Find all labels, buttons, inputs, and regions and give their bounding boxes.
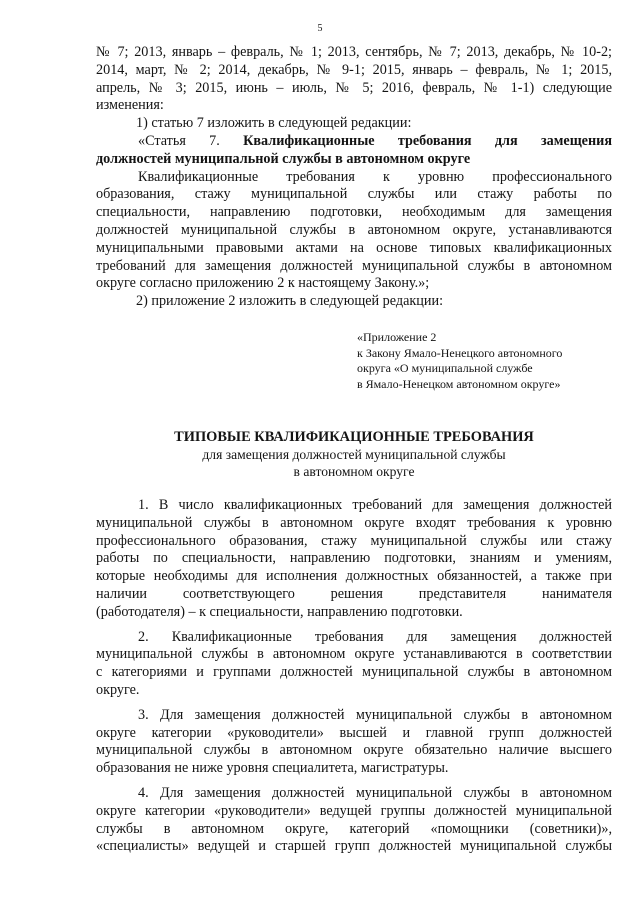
document-heading [96, 428, 612, 480]
article-body-line: требований для замещения должностей муниципальной службы в автономном [96, 257, 612, 274]
article-heading [96, 133, 612, 151]
section-line: 3. Для замещения должностей муниципальной службы в автономном [138, 706, 612, 723]
section-4 [96, 785, 612, 856]
section-line: службы в автономном округе, категорий «помощники (советники)», [96, 820, 612, 837]
article-body-line: образования, стажу муниципальной службы или стажу работы по [96, 186, 612, 203]
appendix-ref-line: в Ямало-Ненецком автономном округе» [357, 376, 561, 391]
section-line: наличии соответствующего решения представителя нанимателя [96, 585, 612, 602]
section-line: округе. [96, 681, 140, 698]
section-3 [96, 707, 612, 778]
appendix-reference [357, 330, 607, 392]
section-line: муниципальной службы в автономном округе устанавливаются в соответствии [96, 646, 612, 663]
heading-subtitle: для замещения должностей муниципальной службы [202, 447, 506, 462]
section-line: 1. В число квалификационных требований для замещения должностей [138, 497, 612, 513]
section-line: работы по специальности, направлению подготовки, знаниям и умениям, [96, 550, 612, 567]
list-item-1: 1) статью 7 изложить в следующей редакции: [136, 115, 412, 132]
article-title-1: Квалификационные требования для замещения [243, 132, 613, 149]
section-line: (работодателя) – к специальности, направлению подготовки. [96, 603, 463, 620]
section-line: которые необходимы для исполнения должностных обязанностей, а также при [96, 568, 612, 585]
section-line: с категориями и группами должностей муниципальной службы в автономном [96, 664, 612, 681]
appendix-ref-line: к Закону Ямало-Ненецкого автономного [357, 345, 563, 360]
section-line: муниципальной службы в автономном округе входят требования к уровню [96, 514, 612, 531]
page-number: 5 [317, 23, 323, 34]
article-body-line: округе согласно приложению 2 к настоящему Закону.»; [96, 275, 430, 292]
section-line: округе категории «руководители» высшей и главной групп должностей [96, 724, 612, 741]
list-item-2: 2) приложение 2 изложить в следующей редакции: [136, 293, 444, 310]
appendix-ref-line: округа «О муниципальной службе [357, 361, 533, 376]
article-prefix: «Статья 7. [138, 132, 220, 149]
article-body-line: должностей муниципальной службы в автономном округе, устанавливаются [96, 221, 612, 238]
intro-line: 2014, март, № 2; 2014, декабрь, № 9-1; 2015, январь – февраль, № 1; 2015, [96, 61, 612, 78]
section-line: профессионального образования, стажу муниципальной службы или стажу [96, 532, 612, 549]
intro-line: апрель, № 3; 2015, июнь – июль, № 5; 2016, февраль, № 1-1) следующие [96, 79, 612, 96]
intro-block [96, 44, 612, 311]
section-2 [96, 629, 612, 700]
sections-block [96, 497, 612, 856]
section-line: 2. Квалификационные требования для замещения должностей [138, 628, 612, 645]
section-line: образования не ниже уровня специалитета, магистратуры. [96, 760, 449, 777]
article-title-line [96, 151, 612, 169]
article-body-line: муниципальными правовыми актами на основе типовых квалификационных [96, 239, 612, 256]
section-1 [96, 497, 612, 622]
intro-line: изменения: [96, 97, 164, 114]
article-title-2: должностей муниципальной службы в автономном округе [96, 150, 471, 167]
section-line: муниципальной службы в автономном округе обязательно наличие высшего [96, 742, 612, 759]
article-body-line: специальности, направлению подготовки, необходимым для замещения [96, 204, 612, 221]
intro-line: № 7; 2013, январь – февраль, № 1; 2013, сентябрь, № 7; 2013, декабрь, № 10-2; [96, 44, 612, 60]
section-line: 4. Для замещения должностей муниципальной службы в автономном [138, 784, 612, 801]
heading-title: ТИПОВЫЕ КВАЛИФИКАЦИОННЫЕ ТРЕБОВАНИЯ [174, 429, 534, 445]
section-line: округе категории «руководители» ведущей группы должностей муниципальной [96, 802, 612, 819]
article-body-line: Квалификационные требования к уровню профессионального [138, 168, 612, 185]
section-line: «специалисты» ведущей и старшей групп должностей муниципальной службы [96, 838, 612, 855]
appendix-ref-line: «Приложение 2 [357, 330, 437, 344]
heading-subtitle: в автономном округе [293, 464, 415, 479]
